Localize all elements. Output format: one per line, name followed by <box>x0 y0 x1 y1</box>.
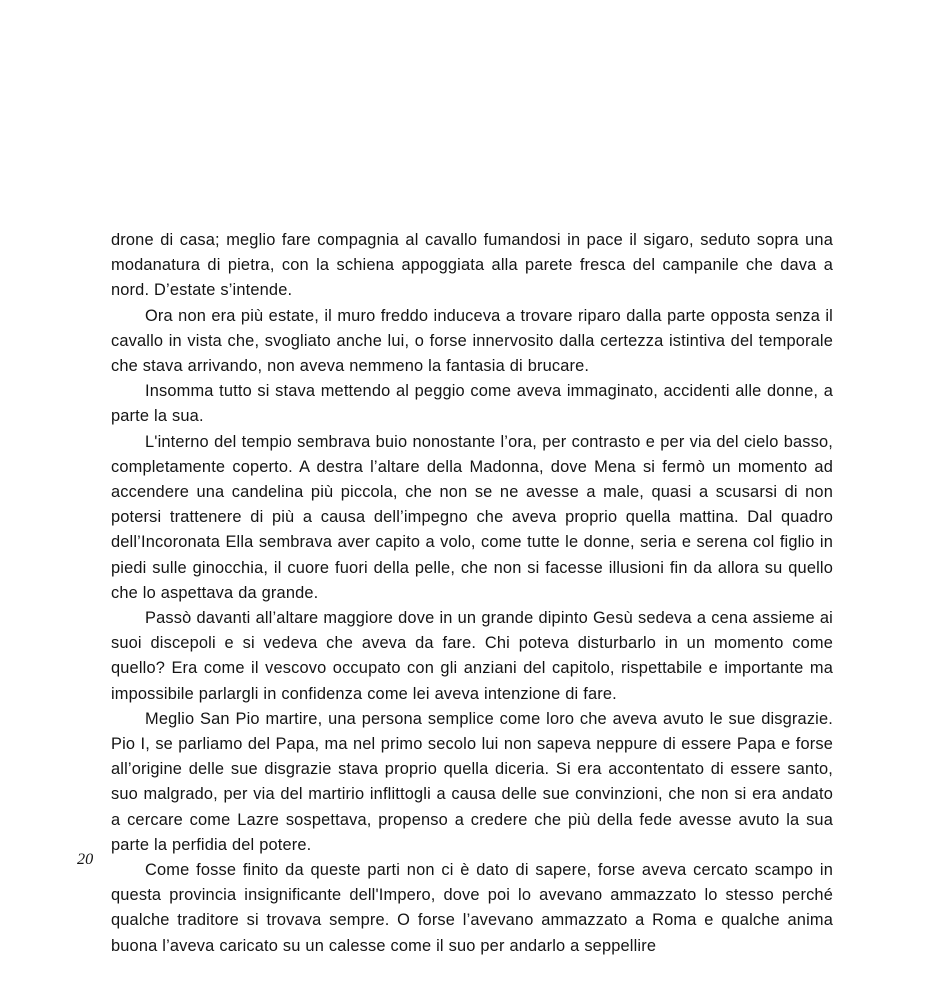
body-text-column <box>111 228 833 959</box>
paragraph: Ora non era più estate, il muro freddo induceva a trovare riparo dalla parte opposta senza il cavallo in vista che, svogliato anche lui, o forse innervosito dalla certezza istintiva del temporale che stava arrivando, non aveva nemmeno la fantasia di brucare. <box>111 306 833 376</box>
paragraph: Come fosse finito da queste parti non ci è dato di sapere, forse aveva cercato scampo in questa provincia insignificante dell'Impero, dove poi lo avevano ammazzato lo stesso perché qualche traditore si trovava sempre. O forse l’avevano ammazzato a Roma e qualche anima buona l’aveva caricato su un calesse come il suo per andarlo a seppellire <box>111 861 833 955</box>
paragraph: drone di casa; meglio fare compagnia al cavallo fumandosi in pace il sigaro, seduto sopra una modanatura di pietra, con la schiena appoggiata alla parete fresca del campanile che dava a nord. D’estate s’intende. <box>111 231 833 300</box>
paragraph: L'interno del tempio sembrava buio nonostante l’ora, per contrasto e per via del cielo basso, completamente coperto. A destra l’altare della Madonna, dove Mena si fermò un momento ad accendere una candelina più piccola, che non se ne avesse a male, quasi a scusarsi di non potersi trattenere di più a causa dell’impegno che aveva proprio quella mattina. Dal quadro dell’Incoronata Ella sembrava aver capito a volo, come tutte le donne, seria e serena col figlio in piedi sulle ginocchia, il cuore fuori della pelle, che non si facesse illusioni fin da allora su quello che lo aspettava da grande. <box>111 432 833 602</box>
paragraph: Insomma tutto si stava mettendo al peggio come aveva immaginato, accidenti alle donne, a parte la sua. <box>111 382 833 426</box>
page-number: 20 <box>77 850 94 868</box>
paragraph: Meglio San Pio martire, una persona semplice come loro che aveva avuto le sue disgrazie. Pio I, se parliamo del Papa, ma nel primo secolo lui non sapeva neppure di essere Papa e forse all’origine delle sue disgrazie stava proprio quella diceria. Si era accontentato di essere santo, suo malgrado, per via del martirio inflittogli a causa delle sue convinzioni, che non si era andato a cercare come Lazre sospettava, propenso a credere che più della fede avesse avuto la sua parte la perfidia del potere. <box>111 709 833 854</box>
paragraph: Passò davanti all’altare maggiore dove in un grande dipinto Gesù sedeva a cena assieme ai suoi discepoli e si vedeva che aveva da fare. Chi poteva disturbarlo in un momento come quello? Era come il vescovo occupato con gli anziani del capitolo, rispettabile e importante ma impossibile parlargli in confidenza come lei aveva intenzione di fare. <box>111 609 833 703</box>
